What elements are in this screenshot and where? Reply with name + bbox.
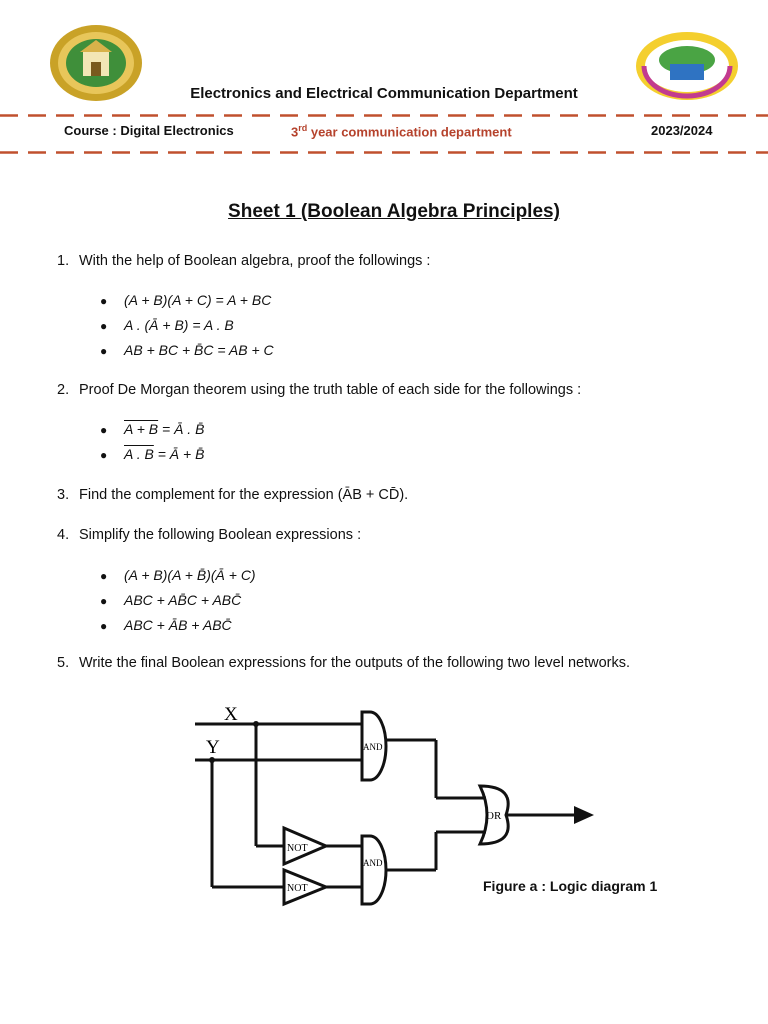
- sheet-title: Sheet 1 (Boolean Algebra Principles): [228, 201, 560, 222]
- list-item: ● (A + B)(A + B̄)(Ā + C): [100, 567, 256, 583]
- list-item: ● AB + BC + B̄C = AB + C: [100, 342, 274, 358]
- input-x-label: X: [224, 704, 238, 725]
- question-1: 1. With the help of Boolean algebra, proof the followings :: [57, 253, 431, 269]
- header-divider-top: [0, 114, 768, 117]
- question-3: 3. Find the complement for the expression (ĀB + CD̄).: [57, 487, 409, 503]
- and-gate-1-label: AND: [363, 742, 383, 752]
- list-item: ● A . (Ā + B) = A . B: [100, 317, 234, 333]
- list-item: ● ABC + ĀB + ABC̄: [100, 617, 232, 633]
- question-2: 2. Proof De Morgan theorem using the truth table of each side for the followings :: [57, 382, 582, 398]
- year-department: 3rd year communication department: [291, 123, 512, 140]
- and-gate-2-label: AND: [363, 858, 383, 868]
- figure-caption: Figure a : Logic diagram 1: [483, 878, 658, 894]
- academic-year: 2023/2024: [651, 123, 713, 138]
- question-5: 5. Write the final Boolean expressions for the outputs of the following two level networks.: [57, 655, 631, 671]
- list-item: ● A . B = Ā + B̄: [100, 446, 205, 462]
- question-4: 4. Simplify the following Boolean expressions :: [57, 527, 362, 543]
- department-title: Electronics and Electrical Communication Department: [190, 85, 578, 102]
- course-name: Course : Digital Electronics: [64, 123, 234, 138]
- list-item: ● A + B = Ā . B̄: [100, 421, 205, 437]
- not-gate-2-label: NOT: [287, 883, 308, 894]
- header-divider-bottom: [0, 151, 768, 154]
- or-gate-label: OR: [486, 810, 502, 822]
- not-gate-1-label: NOT: [287, 843, 308, 854]
- list-item: ● ABC + AB̄C + ABC̄: [100, 592, 242, 608]
- list-item: ● (A + B)(A + C) = A + BC: [100, 292, 272, 308]
- input-y-label: Y: [206, 737, 220, 758]
